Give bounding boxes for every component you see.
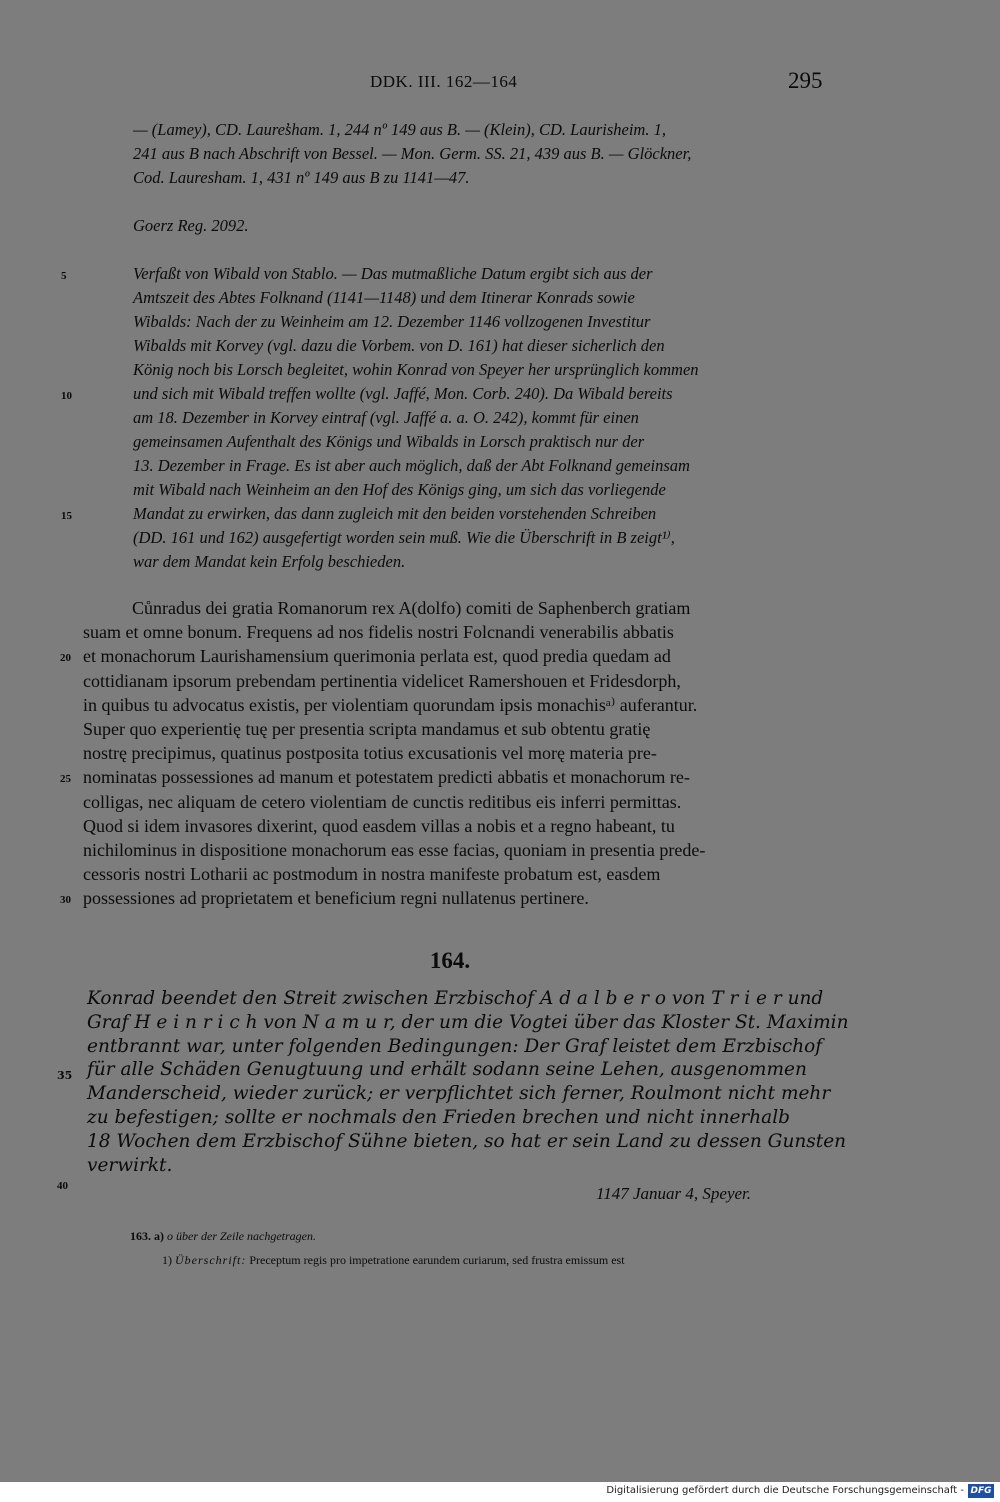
charter-line: nichilominus in dispositione monachorum eas esse facias, quoniam in presentia prede- [83, 840, 706, 861]
commentary-paragraph [61, 262, 825, 574]
regest-line: Konrad beendet den Streit zwischen Erzbischof A d a l b e r o von T r i e r und [87, 988, 824, 1009]
charter-line: cottidianam ipsorum prebendam pertinentia videlicet Ramershouen et Fridesdorph, [83, 670, 681, 691]
charter-line: 25 nominatas possessiones ad manum et potestatem predicti abbatis et monachorum re- [83, 765, 823, 789]
footnote-1: 1) Überschrift: Preceptum regis pro impetratione earundem curiarum, sed frustra emissum est [162, 1253, 625, 1267]
line-number: 25 [60, 773, 71, 786]
charter-line: Quod si idem invasores dixerint, quod easdem villas a nobis et a regno habeant, tu [83, 815, 675, 836]
commentary-line: König noch bis Lorsch begleitet, wohin Konrad von Speyer her ursprünglich kommen [133, 360, 699, 379]
commentary-line: war dem Mandat kein Erfolg beschieden. [133, 552, 406, 571]
commentary-line: (DD. 161 und 162) ausgefertigt worden sein muß. Wie die Überschrift in B zeigt¹⁾, [133, 528, 675, 547]
commentary-line: Wibalds mit Korvey (vgl. dazu die Vorbem. von D. 161) hat dieser sicherlich den [133, 336, 665, 355]
line-number: 10 [61, 390, 72, 402]
commentary-line: mit Wibald nach Weinheim an den Hof des Königs ging, um sich das vorliegende [133, 480, 666, 499]
regesta-reference [133, 214, 825, 238]
charter-line: in quibus tu advocatus existis, per violentiam quorundam ipsis monachisᵃ⁾ auferantur. [83, 694, 698, 715]
line-number: 40 [57, 1180, 68, 1192]
sources-paragraph [133, 118, 825, 190]
funding-credit: Digitalisierung gefördert durch die Deutsche Forschungsgemeinschaft - [606, 1485, 964, 1496]
sources-line: — (Lamey), CD. Laure̛sham. 1, 244 nº 149 aus B. — (Klein), CD. Laurisheim. 1, [133, 120, 666, 139]
commentary-line: 10 und sich mit Wibald treffen wollte (vgl. Jaffé, Mon. Corb. 240). Da Wibald bereits [133, 382, 825, 406]
regest-line: verwirkt. [87, 1154, 173, 1176]
charter-line: Super quo experientię tuę per presentia scripta mandamus et sub obtentu gratię [83, 719, 651, 740]
charter-line: colligas, nec aliquam de cetero violentiam de cunctis reditibus eis inferri permittas. [83, 791, 682, 812]
regest-line: entbrannt war, unter folgenden Bedingungen: Der Graf leistet dem Erzbischof [87, 1035, 823, 1057]
line-number: 20 [60, 652, 71, 665]
dfg-logo-icon: DFG [968, 1484, 994, 1498]
page-number: 295 [788, 68, 823, 93]
sources-line: Cod. Lauresham. 1, 431 nº 149 aus B zu 1141—47. [133, 168, 470, 187]
regest-line: Graf H e i n r i c h von N a m u r, der um die Vogtei über das Kloster St. Maximin [87, 1011, 849, 1033]
regest-paragraph [57, 987, 849, 1177]
commentary-line: am 18. Dezember in Korvey eintraf (vgl. Jaffé a. a. O. 242), kommt für einen [133, 408, 639, 427]
sources-line: 241 aus B nach Abschrift von Bessel. — Mon. Germ. SS. 21, 439 aus B. — Glöckner, [133, 144, 692, 163]
charter-line: nostrę precipimus, quatinus postposita totius excusationis vel morę materia pre- [83, 743, 657, 764]
charter-line: Cůnradus dei gratia Romanorum rex A(dolfo) comiti de Saphenberch gratiam [132, 598, 691, 618]
line-number: 35 [57, 1069, 73, 1083]
line-number: 5 [61, 270, 67, 282]
line-number: 30 [60, 894, 71, 907]
charter-line: 30 possessiones ad proprietatem et beneficium regni nullatenus pertinere. [83, 886, 823, 910]
footnote-a: 163. a) o über der Zeile nachgetragen. [130, 1229, 316, 1243]
commentary-line: Amtszeit des Abtes Folknand (1141—1148) und dem Itinerar Konrads sowie [133, 288, 635, 307]
page-header [0, 68, 1000, 102]
footnotes [130, 1224, 830, 1272]
dating-line: 1147 Januar 4, Speyer. [596, 1184, 752, 1203]
regest-line: zu befestigen; sollte er nochmals den Frieden brechen und nicht innerhalb [87, 1106, 790, 1128]
charter-text [60, 596, 823, 911]
charter-line: 20 et monachorum Laurishamensium querimonia perlata est, quod predia quedam ad [83, 644, 823, 668]
document-number: 164. [429, 948, 471, 973]
commentary-line: 15 Mandat zu erwirken, das dann zugleich mit den beiden vorstehenden Schreiben [133, 502, 825, 526]
commentary-line: 5 Verfaßt von Wibald von Stablo. — Das mutmaßliche Datum ergibt sich aus der [133, 262, 825, 286]
line-number: 15 [61, 510, 72, 522]
regesta-reference-text: Goerz Reg. 2092. [133, 216, 249, 235]
credit-bar [0, 1482, 1000, 1502]
regest-line: 35 für alle Schäden Genugtuung und erhält sodann seine Lehen, ausgenommen [87, 1058, 827, 1082]
commentary-line: gemeinsamen Aufenthalt des Königs und Wibalds in Lorsch praktisch nur der [133, 432, 645, 451]
regest-line: Manderscheid, wieder zurück; er verpflichtet sich ferner, Roulmont nicht mehr [87, 1083, 831, 1105]
regest-line: 18 Wochen dem Erzbischof Sühne bieten, so hat er sein Land zu dessen Gunsten [87, 1130, 847, 1152]
commentary-line: 13. Dezember in Frage. Es ist aber auch möglich, daß der Abt Folknand gemeinsam [133, 456, 690, 475]
running-head: DDK. III. 162—164 [370, 72, 518, 91]
charter-line: suam et omne bonum. Frequens ad nos fidelis nostri Folcnandi venerabilis abbatis [83, 622, 674, 643]
charter-line: cessoris nostri Lotharii ac postmodum in nostra manifeste probatum est, easdem [83, 864, 661, 885]
commentary-line: Wibalds: Nach der zu Weinheim am 12. Dezember 1146 vollzogenen Investitur [133, 312, 651, 331]
